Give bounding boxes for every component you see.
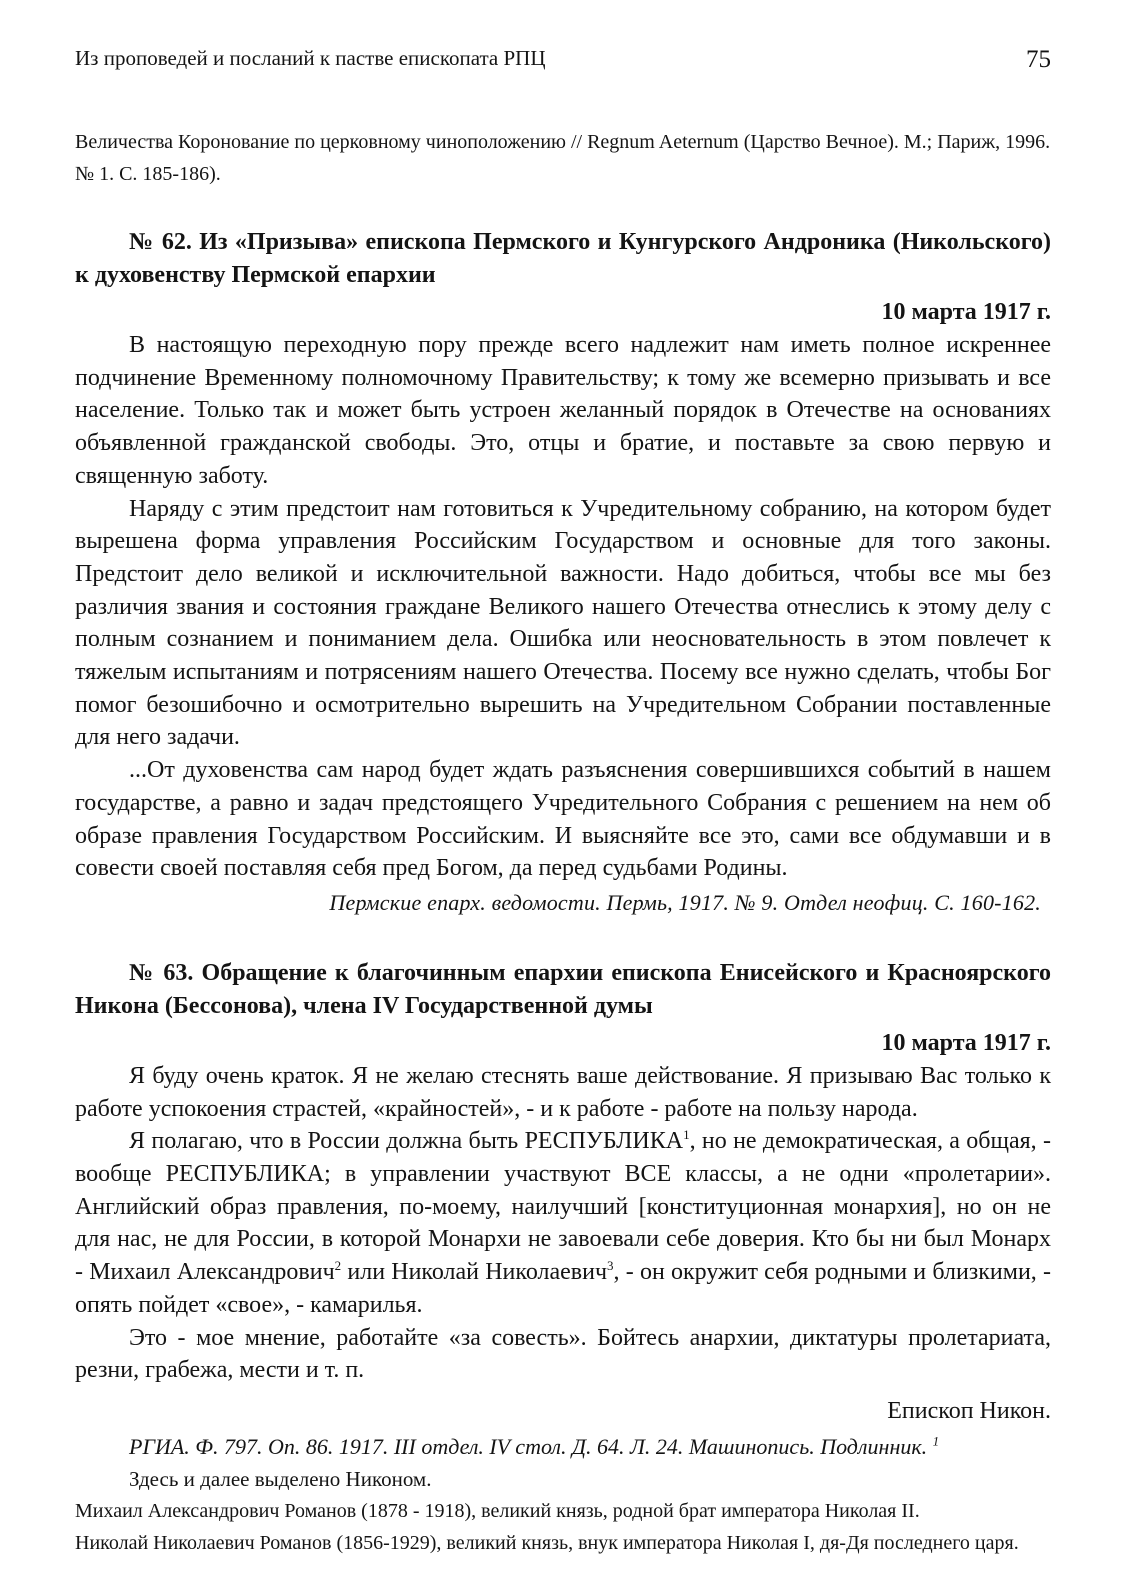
footnotes bbox=[75, 1463, 1051, 1559]
running-title: Из проповедей и посланий к пастве епископата РПЦ bbox=[75, 46, 546, 70]
document-63-date: 10 марта 1917 г. bbox=[881, 1029, 1051, 1056]
source-footnote-ref: 1 bbox=[932, 1433, 940, 1449]
document-62-title: № 62. Из «Призыва» епископа Пермского и Кунгурского Андроника (Никольского) к духовенству Пермской епархии bbox=[75, 229, 1051, 288]
page-number: 75 bbox=[1026, 46, 1051, 73]
page-body bbox=[75, 126, 1051, 1559]
document-63 bbox=[75, 957, 1051, 1463]
document-62-paragraph-2: Наряду с этим предстоит нам готовиться к Учредительному собранию, на котором будет вырешена форма управления Российским Государством и основные для того законы. Предстоит дело великой и исключительной важности. Надо добиться, чтобы все мы без различия звания и состояния граждане Великого нашего Отечества отнеслись к этому делу с полным сознанием и пониманием дела. Ошибка или неосновательность в этом повлечет к тяжелым испытаниям и потрясениям нашего Отечества. Посему все нужно сделать, чтобы Бог помог безошибочно и осмотрительно вырешить на Учредительном Собрании поставленные для него задачи. bbox=[75, 495, 1051, 751]
document-62-paragraph-3: ...От духовенства сам народ будет ждать разъяснения совершившихся событий в нашем государстве, а равно и задач предстоящего Учредительного Собрания с решением на нем об образе правления Государством Российским. И выясняйте все это, сами все обдумавши и в совести своей поставляя себя пред Богом, да перед судьбами Родины. bbox=[75, 757, 1051, 882]
document-63-paragraph-1: Я буду очень краток. Я не желаю стеснять ваше действование. Я призываю Вас только к работе успокоения страстей, «крайностей», - и к работе - работе на пользу народа. bbox=[75, 1062, 1051, 1122]
paragraph-2-part-d: , - он окружит себя родными и близкими, - опять пойдет «свое», - камарилья. bbox=[75, 1259, 1051, 1318]
footnote-ref-3: 3 bbox=[607, 1258, 614, 1274]
document-63-paragraph-2 bbox=[75, 1125, 1051, 1321]
footnote-3: Николай Николаевич Романов (1856-1929), великий князь, внук императора Николая I, дя-Дя последнего царя. bbox=[75, 1531, 1019, 1554]
carried-footnote: Величества Коронование по церковному чиноположению // Regnum Aeternum (Царство Вечное). М.; Париж, 1996. № 1. С. 185-186). bbox=[75, 131, 1051, 185]
footnote-ref-2: 2 bbox=[334, 1258, 342, 1274]
footnote-2: Михаил Александрович Романов (1878 - 1918), великий князь, родной брат императора Николая II. bbox=[75, 1499, 920, 1522]
document-62-paragraph-1: В настоящую переходную пору прежде всего надлежит нам иметь полное искреннее подчинение Временному полномочному Правительству; к тому же всемерно призывать и все население. Только так и может быть устроен желанный порядок в Отечестве на основаниях объявленной гражданской свободы. Это, отцы и братие, и поставьте за свою первую и священную заботу. bbox=[75, 332, 1051, 489]
paragraph-2-part-b: , но не демократическая, а общая, - вообще РЕСПУБЛИКА; в управлении участвуют ВСЕ классы, а не одни «пролетарии». Английский образ правления, по-моему, наилучший [конституционная монархия], но он не для нас, не для России, в которой Монархи не завоевали себе доверия. Кто бы ни был Монарх - Михаил Александрович bbox=[75, 1128, 1051, 1286]
document-63-paragraph-3: Это - мое мнение, работайте «за совесть». Бойтесь анархии, диктатуры пролетариата, резни, грабежа, мести и т. п. bbox=[75, 1324, 1051, 1384]
document-62 bbox=[75, 226, 1051, 919]
paragraph-2-part-a: Я полагаю, что в России должна быть РЕСПУБЛИКА bbox=[129, 1128, 684, 1155]
document-63-source bbox=[75, 1430, 1051, 1463]
footnote-1: Здесь и далее выделено Никоном. bbox=[129, 1466, 432, 1491]
document-62-date: 10 марта 1917 г. bbox=[881, 299, 1051, 325]
paragraph-2-part-c: или Николай Николаевич bbox=[341, 1259, 608, 1286]
document-62-source: Пермские епарх. ведомости. Пермь, 1917. № 9. Отдел неофиц. С. 160-162. bbox=[329, 889, 1041, 915]
running-header bbox=[75, 44, 1051, 72]
footnote-ref-1: 1 bbox=[683, 1127, 690, 1143]
document-63-source-text: РГИА. Ф. 797. Оп. 86. 1917. III отдел. IV стол. Д. 64. Л. 24. Машинопись. Подлинник. bbox=[129, 1433, 928, 1459]
document-63-title: № 63. Обращение к благочинным епархии епископа Енисейского и Красноярского Никона (Бессонова), члена IV Государственной думы bbox=[75, 959, 1051, 1019]
document-63-signature: Епископ Никон. bbox=[887, 1397, 1051, 1424]
